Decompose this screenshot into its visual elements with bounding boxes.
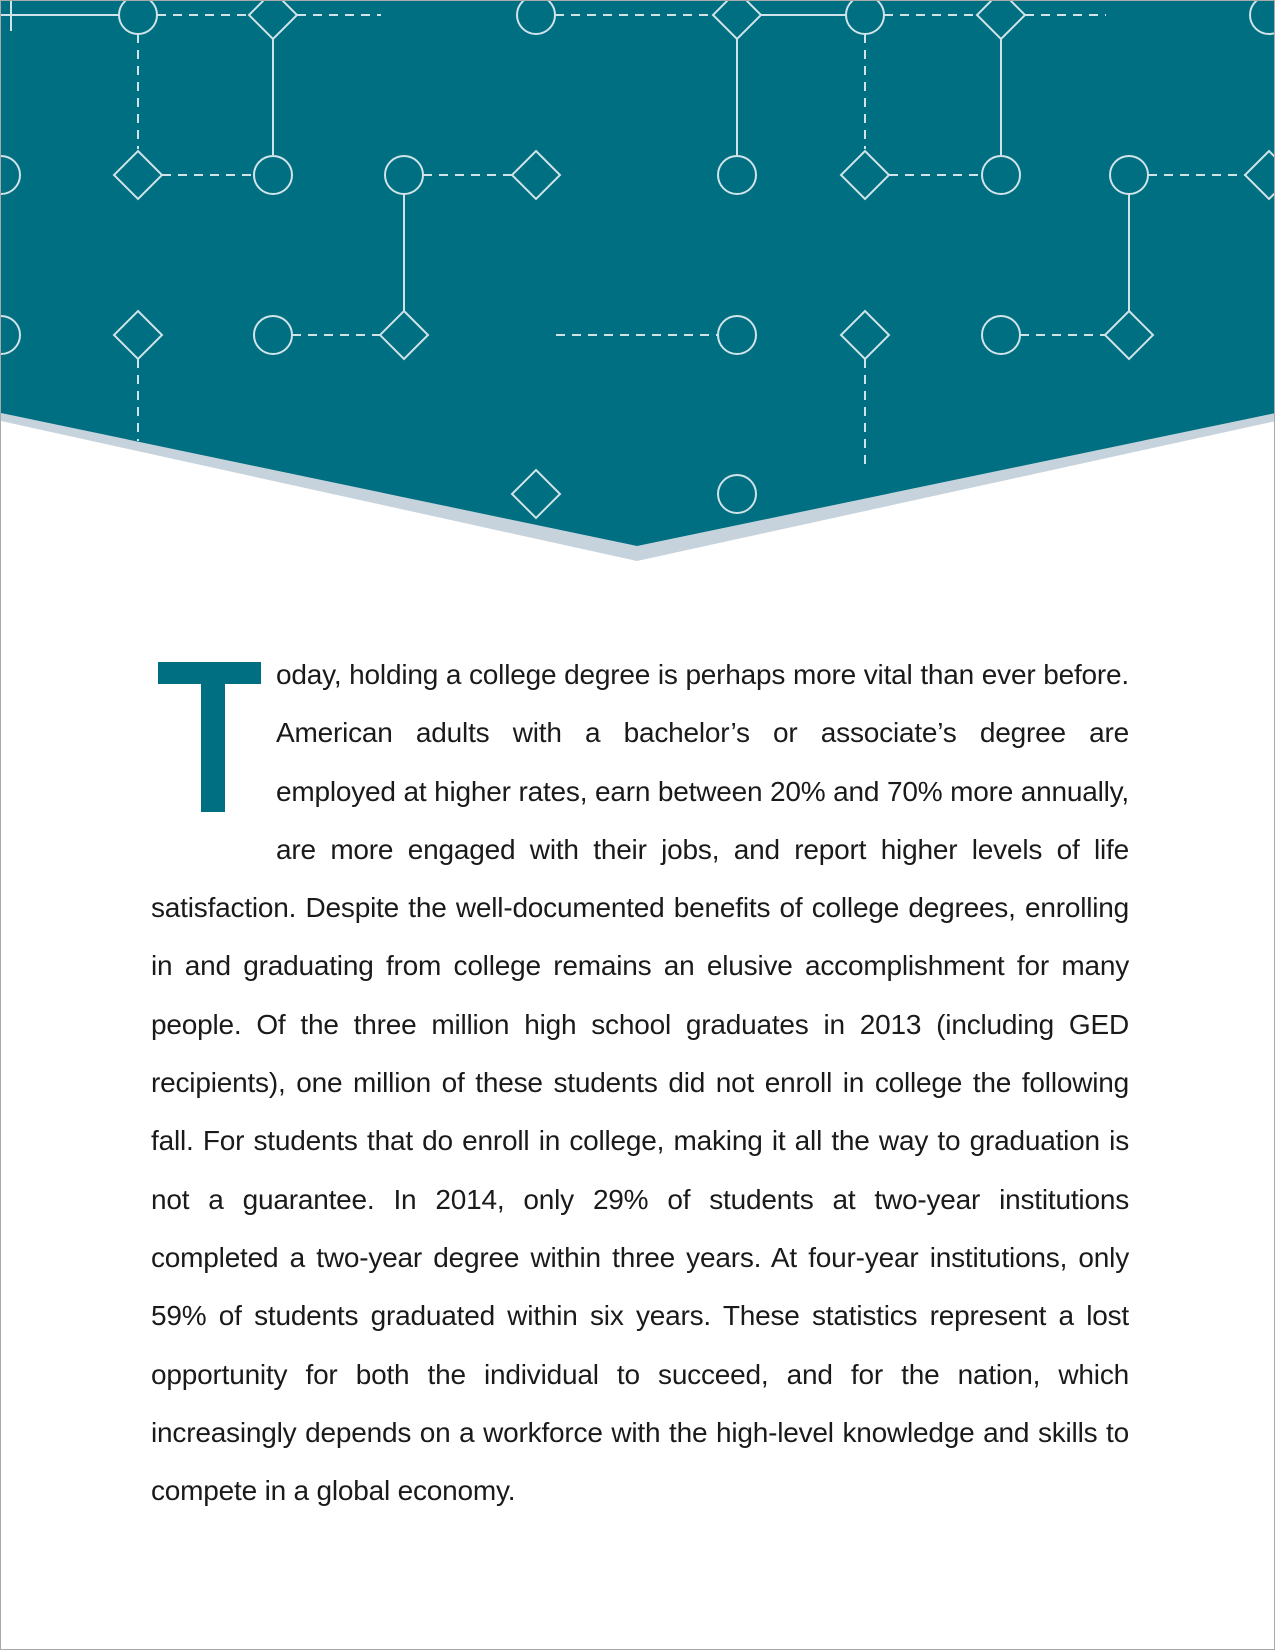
header-banner — [1, 1, 1275, 561]
circuit-pattern-graphic — [1, 1, 1275, 561]
drop-cap — [151, 662, 276, 842]
body-paragraph: oday, holding a college degree is perhaps more vital than ever before. American adults with a bachelor’s or associate’s degree are employed at higher rates, earn between 20% and 70% more annually, are more engaged with their jobs, and report higher levels of life satisfaction. Despite the well-documented benefits of college degrees, enrolling in and graduating from college remains an elusive accomplishment for many people. Of the three million high school graduates in 2013 (including GED recipients), one million of these students did not enroll in college the following fall. For students that do enroll in college, making it all the way to graduation is not a guarantee. In 2014, only 29% of students at two-year institutions completed a two-year degree within three years. At four-year institutions, only 59% of students graduated within six years. These statistics represent a lost opportunity for both the individual to succeed, and for the nation, which increasingly depends on a workforce with the high-level knowledge and skills to compete in a global economy. — [151, 659, 1129, 1507]
drop-cap-glyph — [151, 662, 261, 812]
article — [151, 646, 1129, 1520]
banner-fill — [1, 1, 1275, 546]
